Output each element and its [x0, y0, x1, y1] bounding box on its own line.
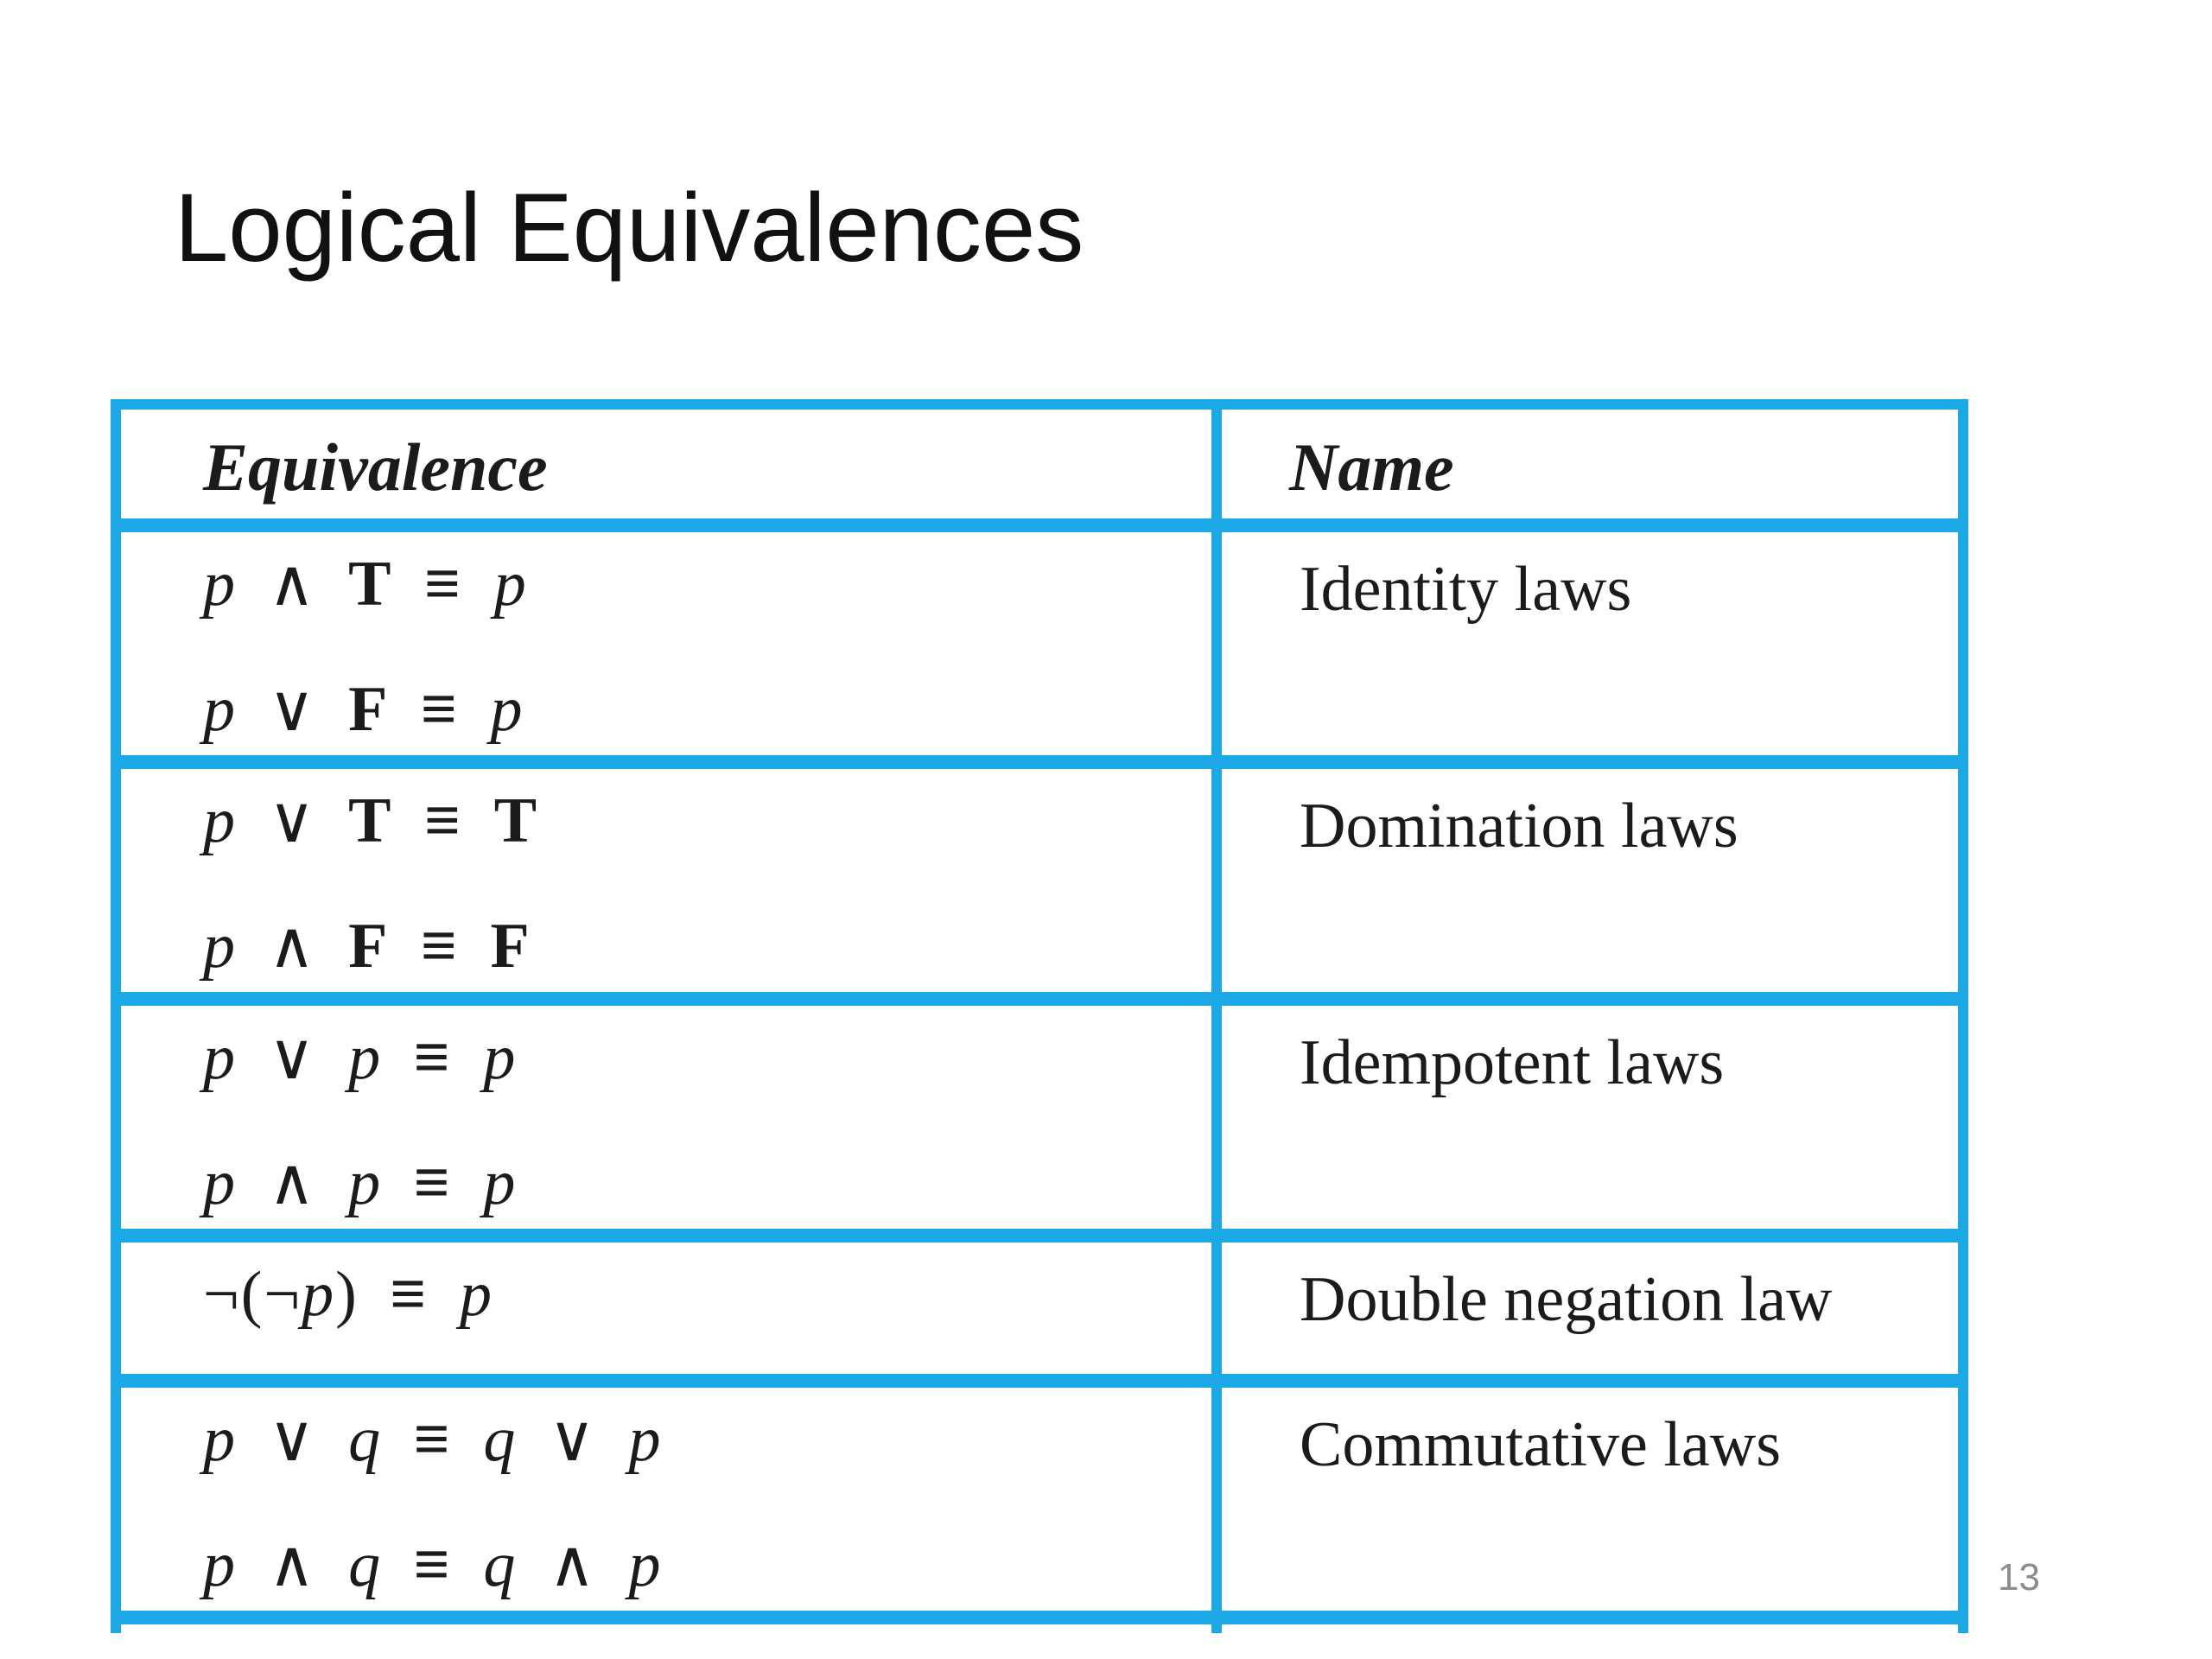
law-name-cell-row-3: Idempotent laws [1222, 1006, 1958, 1229]
formula: p ∧ p ≡ p [203, 1147, 518, 1218]
equivalence-cell-row-4 [121, 1243, 1211, 1374]
equivalence-cell-row-5 [121, 1388, 1211, 1611]
cutoff-row-left-cell [121, 1624, 1211, 1633]
header-equivalence-cell: Equivalence [121, 410, 1211, 518]
equivalence-cell-row-2 [121, 769, 1211, 992]
formula: p ∧ q ≡ q ∧ p [203, 1529, 663, 1600]
law-name-cell-row-2: Domination laws [1222, 769, 1958, 992]
formula: p ∨ q ≡ q ∨ p [203, 1404, 663, 1475]
page-number: 13 [1998, 1556, 2040, 1599]
equivalence-cell-row-3 [121, 1006, 1211, 1229]
law-name-cell-row-1: Identity laws [1222, 532, 1958, 755]
equivalence-table [111, 399, 1968, 1633]
header-name-cell: Name [1222, 410, 1958, 518]
law-name-cell-row-4: Double negation law [1222, 1243, 1958, 1374]
formula: p ∧ T ≡ p [203, 549, 528, 620]
formula: p ∨ p ≡ p [203, 1022, 518, 1093]
slide-title: Logical Equivalences [175, 174, 1084, 282]
cutoff-row-right-cell [1222, 1624, 1958, 1633]
formula: ¬(¬p) ≡ p [203, 1259, 493, 1330]
equivalence-cell-row-1 [121, 532, 1211, 755]
formula: p ∨ T ≡ T [203, 785, 539, 856]
formula: p ∨ F ≡ p [203, 673, 524, 745]
law-name-cell-row-5: Commutative laws [1222, 1388, 1958, 1611]
formula: p ∧ F ≡ F [203, 910, 531, 982]
